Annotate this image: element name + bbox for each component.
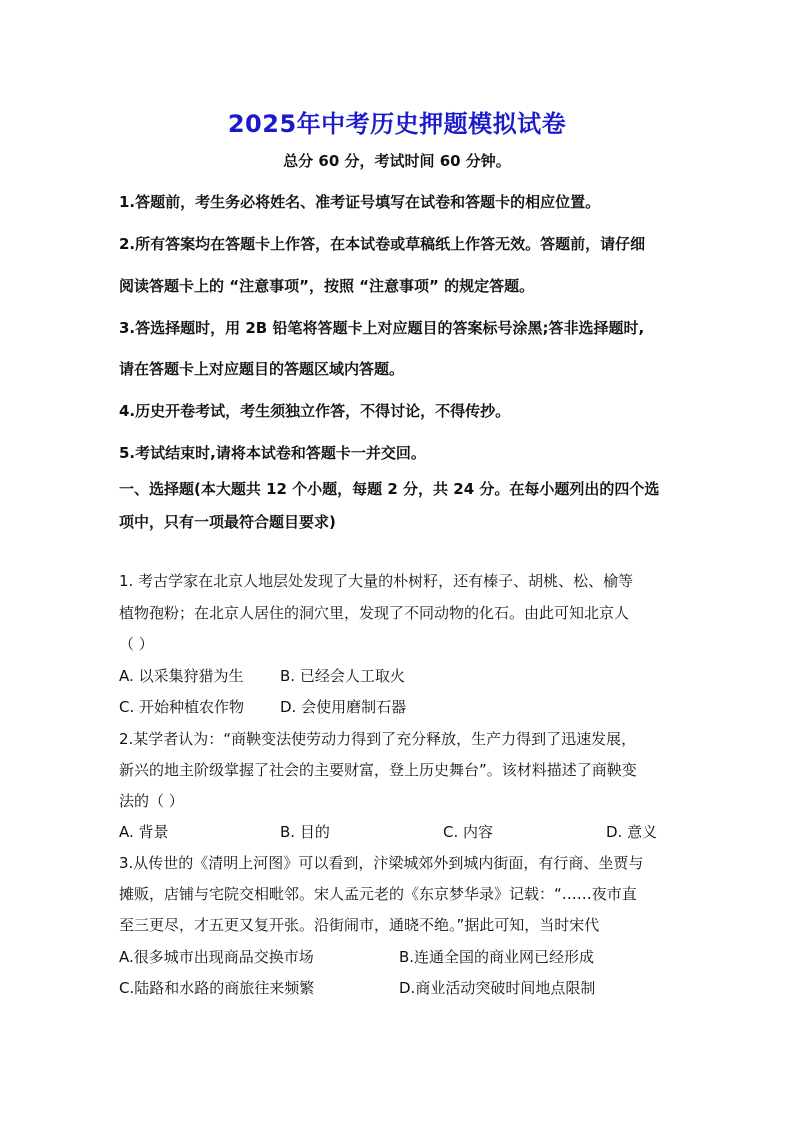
question-2-text: 2.某学者认为：“商鞅变法使劳动力得到了充分释放，生产力得到了迅速发展，	[119, 730, 637, 748]
question-1-option-d: D. 会使用磨制石器	[280, 698, 407, 716]
question-3-option-c: C.陆路和水路的商旅往来频繁	[119, 979, 315, 997]
question-2-option-b: B. 目的	[280, 823, 330, 841]
instruction-line: 5.考试结束时,请将本试卷和答题卡一并交回。	[119, 444, 426, 462]
question-2-text: 法的（ ）	[119, 792, 184, 810]
instruction-line: 3.答选择题时，用 2B 铅笔将答题卡上对应题目的答案标号涂黑;答非选择题时,	[119, 319, 645, 337]
instruction-line: 1.答题前，考生务必将姓名、准考证号填写在试卷和答题卡的相应位置。	[119, 193, 601, 211]
question-1-text: （ ）	[119, 635, 154, 653]
page-title: 2025年中考历史押题模拟试卷	[227, 110, 567, 138]
question-3-option-d: D.商业活动突破时间地点限制	[399, 979, 596, 997]
question-2-option-c: C. 内容	[443, 823, 494, 841]
question-1-option-b: B. 已经会人工取火	[280, 667, 405, 685]
question-2-option-d: D. 意义	[606, 823, 658, 841]
section-heading: 一、选择题(本大题共 12 个小题，每题 2 分，共 24 分。在每小题列出的四个选	[119, 480, 660, 498]
instruction-line: 请在答题卡上对应题目的答题区域内答题。	[119, 360, 405, 378]
exam-subtitle: 总分 60 分，考试时间 60 分钟。	[283, 152, 511, 170]
question-1-text: 1. 考古学家在北京人地层处发现了大量的朴树籽，还有榛子、胡桃、松、榆等	[119, 572, 634, 590]
question-3-option-a: A.很多城市出现商品交换市场	[119, 948, 314, 966]
instruction-line: 2.所有答案均在答题卡上作答，在本试卷或草稿纸上作答无效。答题前，请仔细	[119, 235, 646, 253]
instruction-line: 阅读答题卡上的 “注意事项”，按照 “注意事项” 的规定答题。	[119, 277, 535, 295]
question-3-text: 至三更尽，才五更又复开张。沿街闹市，通晓不绝。”据此可知，当时宋代	[119, 916, 600, 934]
instruction-line: 4.历史开卷考试，考生须独立作答，不得讨论，不得传抄。	[119, 402, 511, 420]
question-2-text: 新兴的地主阶级掌握了社会的主要财富，登上历史舞台”。该材料描述了商鞅变	[119, 761, 637, 779]
section-heading: 项中，只有一项最符合题目要求)	[119, 513, 336, 531]
question-3-text: 3.从传世的《清明上河图》可以看到，汴梁城郊外到城内街面，有行商、坐贾与	[119, 854, 644, 872]
question-2-option-a: A. 背景	[119, 823, 169, 841]
question-3-option-b: B.连通全国的商业网已经形成	[399, 948, 595, 966]
question-3-text: 摊贩，店铺与宅院交相毗邻。宋人孟元老的《东京梦华录》记载：“……夜市直	[119, 885, 637, 903]
question-1-text: 植物孢粉；在北京人居住的洞穴里，发现了不同动物的化石。由此可知北京人	[119, 604, 630, 622]
question-1-option-a: A. 以采集狩猎为生	[119, 667, 244, 685]
question-1-option-c: C. 开始种植农作物	[119, 698, 245, 716]
